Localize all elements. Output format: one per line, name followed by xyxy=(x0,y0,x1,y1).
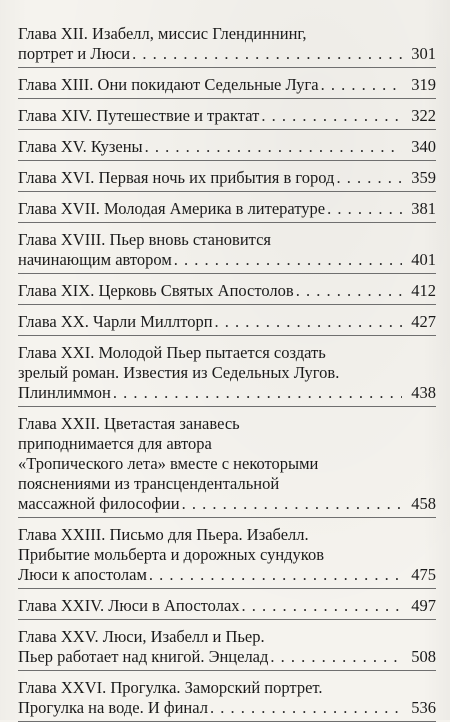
chapter-last-line xyxy=(18,383,436,403)
page-number: 340 xyxy=(411,137,436,156)
page-number: 319 xyxy=(411,75,436,94)
chapter-last-line xyxy=(18,281,436,301)
page-number: 508 xyxy=(411,647,436,666)
chapter-title-line: пояснениями из трансцендентальной xyxy=(18,474,280,493)
chapter-title-line: Глава XIII. Они покидают Седельные Луга xyxy=(18,75,319,94)
page-number: 322 xyxy=(411,106,436,125)
dot-leader xyxy=(327,199,402,219)
dot-leader xyxy=(113,383,402,403)
chapter-title-line: начинающим автором xyxy=(18,250,172,269)
chapter-title-line: Глава XXIII. Письмо для Пьера. Изабелл. xyxy=(18,525,309,544)
page-number: 497 xyxy=(411,596,436,615)
chapter-title-line: Плинлиммон xyxy=(18,383,111,402)
toc-entry[interactable] xyxy=(18,518,436,589)
dot-leader xyxy=(336,168,402,188)
chapter-last-line xyxy=(18,698,436,718)
chapter-last-line xyxy=(18,168,436,188)
chapter-last-line xyxy=(18,106,436,126)
page-number: 438 xyxy=(411,383,436,402)
dot-leader xyxy=(182,494,402,514)
dot-leader xyxy=(145,137,402,157)
page-number: 536 xyxy=(411,698,436,717)
dot-leader xyxy=(132,44,402,64)
page-number: 381 xyxy=(411,199,436,218)
dot-leader xyxy=(270,647,402,667)
toc-entry[interactable] xyxy=(18,589,436,620)
dot-leader xyxy=(321,75,402,95)
toc-entry[interactable] xyxy=(18,99,436,130)
chapter-title-line: портрет и Люси xyxy=(18,44,131,63)
page-number: 401 xyxy=(411,250,436,269)
chapter-title-line: Пьер работает над книгой. Энцелад xyxy=(18,647,269,666)
toc-entry[interactable] xyxy=(18,274,436,305)
chapter-title-line: Глава XXV. Люси, Изабелл и Пьер. xyxy=(18,627,265,646)
chapter-title-line: Глава XXIV. Люси в Апостолах xyxy=(18,596,240,615)
page-number: 412 xyxy=(411,281,436,300)
chapter-title-line: «Тропического лета» вместе с некоторыми xyxy=(18,454,319,473)
chapter-title-line: Прибытие мольберта и дорожных сундуков xyxy=(18,545,325,564)
page-number: 359 xyxy=(411,168,436,187)
chapter-title-line: Глава XII. Изабелл, миссис Глендиннинг, xyxy=(18,24,307,43)
dot-leader xyxy=(242,596,402,616)
toc-entry[interactable] xyxy=(18,130,436,161)
chapter-last-line xyxy=(18,647,436,667)
chapter-title-line: Глава XVIII. Пьер вновь становится xyxy=(18,230,271,249)
toc-entry[interactable] xyxy=(18,671,436,722)
toc-entry[interactable] xyxy=(18,223,436,274)
chapter-title-line: Глава XXVI. Прогулка. Заморский портрет. xyxy=(18,678,323,697)
chapter-last-line xyxy=(18,565,436,585)
dot-leader xyxy=(210,698,402,718)
dot-leader xyxy=(174,250,402,270)
chapter-title-line: Глава XXII. Цветастая занавесь xyxy=(18,414,240,433)
page-number: 427 xyxy=(411,312,436,331)
chapter-last-line xyxy=(18,250,436,270)
chapter-title-line: зрелый роман. Известия из Седельных Лугов. xyxy=(18,363,340,382)
page-number: 458 xyxy=(411,494,436,513)
chapter-title-line: Глава XIX. Церковь Святых Апостолов xyxy=(18,281,294,300)
chapter-title-line: Люси к апостолам xyxy=(18,565,147,584)
chapter-last-line xyxy=(18,596,436,616)
page-number: 301 xyxy=(411,44,436,63)
toc-entry[interactable] xyxy=(18,161,436,192)
chapter-title-line: Глава XX. Чарли Миллторп xyxy=(18,312,213,331)
dot-leader xyxy=(215,312,402,332)
toc-entry[interactable] xyxy=(18,305,436,336)
chapter-title-line: приподнимается для автора xyxy=(18,434,212,453)
toc-entry[interactable] xyxy=(18,620,436,671)
chapter-title-line: Прогулка на воде. И финал xyxy=(18,698,208,717)
chapter-title-line: Глава XV. Кузены xyxy=(18,137,143,156)
toc-entry[interactable] xyxy=(18,407,436,518)
chapter-title-line: Глава XVII. Молодая Америка в литературе xyxy=(18,199,326,218)
table-of-contents xyxy=(18,12,436,722)
chapter-title-line: Глава XIV. Путешествие и трактат xyxy=(18,106,260,125)
toc-entry[interactable] xyxy=(18,12,436,68)
chapter-last-line xyxy=(18,137,436,157)
chapter-last-line xyxy=(18,494,436,514)
toc-entry[interactable] xyxy=(18,68,436,99)
chapter-title-line: Глава XVI. Первая ночь их прибытия в город xyxy=(18,168,335,187)
chapter-last-line xyxy=(18,75,436,95)
dot-leader xyxy=(149,565,402,585)
chapter-title-line: Глава XXI. Молодой Пьер пытается создать xyxy=(18,343,326,362)
chapter-last-line xyxy=(18,312,436,332)
dot-leader xyxy=(261,106,402,126)
chapter-last-line xyxy=(18,199,436,219)
dot-leader xyxy=(296,281,402,301)
toc-entry[interactable] xyxy=(18,192,436,223)
chapter-last-line xyxy=(18,44,436,64)
page-number: 475 xyxy=(411,565,436,584)
chapter-title-line: массажной философии xyxy=(18,494,180,513)
toc-entry[interactable] xyxy=(18,336,436,407)
